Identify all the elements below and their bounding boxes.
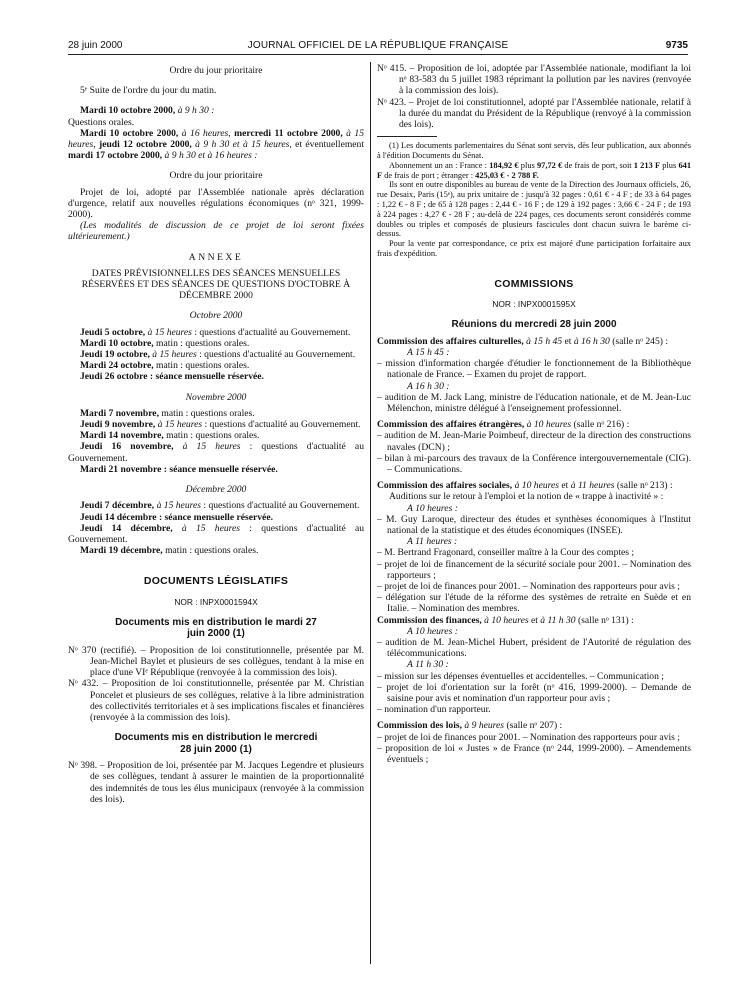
november-list xyxy=(68,408,364,475)
seg: matin : questions orales. xyxy=(162,545,259,557)
schedule-item xyxy=(68,545,364,556)
commission-lois xyxy=(377,720,691,731)
footnote-rule xyxy=(377,136,437,137)
seg: : questions d'actualité au Gouvernement. xyxy=(196,349,356,361)
dist2-heading: Documents mis en distribution le mercredi 28 juin 2000 (1) xyxy=(114,732,318,755)
seg: 97,72 € xyxy=(536,160,563,170)
seg: Jeudi 14 décembre, xyxy=(80,522,173,534)
seg: Mardi 7 novembre, xyxy=(80,407,159,419)
schedule-item xyxy=(68,523,364,545)
seg: Mardi 21 novembre : séance mensuelle réservée. xyxy=(80,463,278,475)
schedule-item xyxy=(68,430,364,441)
seg: à 10 heures xyxy=(481,614,529,626)
seg: Mardi 14 novembre, xyxy=(80,430,164,442)
seg: Abonnement un an : France : xyxy=(389,160,490,170)
right-docs-list xyxy=(377,63,691,130)
document-number: Nᵒ 423. xyxy=(377,96,407,108)
document-entry xyxy=(68,678,364,723)
agenda-item: – mission sur les dépenses éventuelles et accidentelles. – Communication ; xyxy=(377,670,664,682)
seg: Jeudi 16 novembre, xyxy=(80,441,174,453)
seg: : questions d'actualité au Gouvernement. xyxy=(68,441,364,464)
commission-finances xyxy=(377,615,691,626)
time-label: A 10 heures : xyxy=(407,625,458,637)
schedule-item xyxy=(68,408,364,419)
commission-etrangeres xyxy=(377,419,691,430)
seg: de frais de port ; étranger : xyxy=(382,170,476,180)
seg: : questions d'actualité au Gouvernement. xyxy=(191,326,351,338)
seg: matin : questions orales. xyxy=(163,430,260,442)
agenda-item: – projet de loi d'orientation sur la forêt (nᵒ 416, 1999-2000). – Demande de saisine pour avis et nomination d'un rapporteur pour avis ; xyxy=(377,681,691,704)
agenda-item: – proposition de loi « Justes » de France (nᵒ 244, 1999-2000). – Amendements éventuels ; xyxy=(377,742,691,765)
annexe-heading: ANNEXE xyxy=(188,251,244,263)
seg: à 15 heures xyxy=(155,419,203,431)
document-entry xyxy=(68,645,364,679)
seg: 425,03 € - 2 788 F. xyxy=(475,170,539,180)
seg: à 15 heures xyxy=(145,326,192,338)
footnote-4: Pour la vente par correspondance, ce prix est majoré d'une participation forfaitaire aux frais d'expédition. xyxy=(377,239,691,258)
seg: à 15 heures xyxy=(173,441,241,453)
seg: jeudi 12 octobre 2000, xyxy=(95,139,192,151)
seg: Commission des finances, xyxy=(377,614,482,626)
seg: et à 15 heures, xyxy=(229,139,292,151)
time-label: A 11 h 30 : xyxy=(407,659,449,671)
seg: Jeudi 19 octobre, xyxy=(80,349,150,361)
seg: : questions d'actualité au Gouvernement. xyxy=(200,500,360,512)
schedule-item xyxy=(68,441,364,463)
footnote xyxy=(377,141,691,259)
dist2-list xyxy=(68,760,364,805)
agenda-item: – audition de M. Jean-Marie Poimbeuf, directeur de la direction des constructions navales (DCN) ; xyxy=(377,430,691,453)
time-italic: à 9 h 30 : xyxy=(175,105,215,117)
document-text: – Proposition de loi constitutionnelle, présentée par M. Jean-Michel Baylet et plusieurs de ses collègues, tendant à la mise en place d'une VIᵉ République (renvoyée à la commission des lois). xyxy=(90,644,364,679)
column-divider xyxy=(370,62,371,964)
projet-loi: Projet de loi, adopté par l'Assemblée nationale après déclaration d'urgence, relatif aux nouvelles régulations économiques (nᵒ 321, 1999-2000). xyxy=(68,186,364,221)
commissions-nor: NOR : INPX0001595X xyxy=(492,298,576,309)
header-page-number: 9735 xyxy=(665,40,688,51)
document-entry xyxy=(68,760,364,805)
november-heading: Novembre 2000 xyxy=(185,391,247,403)
schedule-item xyxy=(68,327,364,338)
agenda-item: – projet de loi de finances pour 2001. – Nomination des rapporteurs pour avis ; xyxy=(377,580,680,592)
docs-nor: NOR : INPX0001594X xyxy=(174,596,258,607)
date-bold: Mardi 10 octobre 2000, xyxy=(80,105,176,117)
header-title: JOURNAL OFFICIEL DE LA RÉPUBLIQUE FRANÇAISE xyxy=(247,40,509,51)
october-list xyxy=(68,327,364,383)
seg: Mardi 10 octobre 2000, xyxy=(80,127,179,139)
seg: (salle nᵒ 207) : xyxy=(504,720,563,732)
seg: (salle nᵒ 131) : xyxy=(575,614,634,626)
suite-ordre: 5ᵉ Suite de l'ordre du jour du matin. xyxy=(80,85,217,97)
questions-orales: Questions orales. xyxy=(68,116,135,128)
seg: à 10 heures xyxy=(524,419,572,431)
seg: 641 F xyxy=(377,160,692,180)
seg: Jeudi 5 octobre, xyxy=(80,326,146,338)
december-list xyxy=(68,500,364,556)
seg: mardi 17 octobre 2000, xyxy=(68,150,163,162)
seg: 1 213 F xyxy=(633,160,661,170)
agenda-item: – nomination d'un rapporteur. xyxy=(377,704,491,716)
time-label: A 10 heures : xyxy=(407,502,458,514)
time-label: A 11 heures : xyxy=(407,536,458,548)
schedule-item xyxy=(68,349,364,360)
seg: et éventuellement xyxy=(291,139,365,151)
seg: à 10 heures xyxy=(512,480,560,492)
schedule-item xyxy=(68,464,364,475)
seg: matin : questions orales. xyxy=(153,337,250,349)
document-entry xyxy=(377,97,691,131)
seg: Jeudi 9 novembre, xyxy=(80,419,156,431)
seg: Mardi 19 décembre, xyxy=(80,545,163,557)
document-number: Nᵒ 398. xyxy=(68,760,98,772)
seg: à 11 h 30 xyxy=(537,614,576,626)
seg: Commission des affaires culturelles, xyxy=(377,335,524,347)
commission-sociales xyxy=(377,480,691,491)
document-text: – Projet de loi constitutionnel, adopté par l'Assemblée nationale, relatif à la durée du mandat du Président de la République (renvoyé à la commission des lois). xyxy=(399,96,691,131)
seg: à 16 heures, xyxy=(178,127,231,139)
document-number: Nᵒ 432. xyxy=(68,678,99,690)
footnote-2 xyxy=(377,161,691,181)
seg: : questions d'actualité au Gouvernement. xyxy=(202,419,361,431)
schedule-item xyxy=(68,338,364,349)
seg: à 16 h 30 xyxy=(571,335,610,347)
agenda-item: – bilan à mi-parcours des travaux de la Conférence intergouvernementale (CIG). – Communications. xyxy=(377,452,691,475)
page-header xyxy=(68,40,688,55)
seg: Commission des lois, xyxy=(377,720,463,732)
document-entry xyxy=(377,63,691,97)
auditions: Auditions sur le retour à l'emploi et la notion de « trappe à inactivité » : xyxy=(389,491,664,503)
document-number: Nᵒ 370 (rectifié). xyxy=(68,644,137,656)
mardi10-schedule xyxy=(68,128,364,162)
seg: Jeudi 7 décembre, xyxy=(80,500,155,512)
seg: à 15 heures xyxy=(149,349,197,361)
footnote-1: (1) Les documents parlementaires du Sénat sont servis, dès leur publication, aux abonnés à l'édition Documents du Sénat. xyxy=(377,141,691,161)
seg: Jeudi 14 décembre : séance mensuelle réservée. xyxy=(80,511,273,523)
mardi10-line xyxy=(68,105,364,116)
document-text: – Proposition de loi, adoptée par l'Assemblée nationale, modifiant la loi nᵒ 83-583 du 5 juillet 1983 réprimant la pollution par les navires (renvoyée à la commission des lois). xyxy=(399,63,691,97)
seg: à 9 heures xyxy=(462,720,505,732)
seg: 184,92 € xyxy=(489,160,519,170)
time-label: A 16 h 30 : xyxy=(407,380,450,392)
seg: et xyxy=(528,614,538,626)
agenda-item: – audition de M. Jean-Michel Hubert, président de l'Autorité de régulation des télécommunications. xyxy=(377,636,691,660)
seg: Mardi 10 octobre, xyxy=(80,337,154,349)
schedule-item xyxy=(68,500,364,511)
dist1-heading: Documents mis en distribution le mardi 27 juin 2000 (1) xyxy=(115,616,317,640)
seg: à 15 heures, xyxy=(68,127,364,151)
document-text: – Proposition de loi constitutionnelle, présentée par M. Christian Poncelet et plusieurs de ses collègues, relative à la libre administration des collectivités territoriales et à ses implications fiscales et financières (renvoyée à la commission des lois). xyxy=(90,678,364,723)
agenda-item: – M. Bertrand Fragonard, conseiller maître à la Cour des comptes ; xyxy=(377,547,635,559)
seg: Mardi 24 octobre, xyxy=(80,360,154,372)
december-heading: Décembre 2000 xyxy=(185,484,247,496)
seg: à 9 h 30 xyxy=(191,139,230,151)
right-column xyxy=(377,63,691,765)
seg: à 9 h 30 et à 16 heures : xyxy=(162,150,258,162)
odj-heading-1: Ordre du jour prioritaire xyxy=(169,65,263,76)
odj-heading-2: Ordre du jour prioritaire xyxy=(169,170,263,182)
seg: Commission des affaires étrangères, xyxy=(377,419,525,431)
agenda-item: – mission d'information chargée d'étudier le fonctionnement de la Bibliothèque nationale de France. – Examen du projet de rapport. xyxy=(377,358,691,381)
seg: Jeudi 26 octobre : séance mensuelle réservée. xyxy=(80,371,264,383)
schedule-item xyxy=(68,512,364,523)
agenda-item: – projet de loi de finances pour 2001. – Nomination des rapporteurs pour avis ; xyxy=(377,731,680,743)
agenda-item: – audition de M. Jack Lang, ministre de l'éducation nationale, et de M. Jean-Luc Mélenchon, ministre délégué à l'enseignement professionnel. xyxy=(377,391,691,414)
seg: à 11 heures xyxy=(568,480,615,492)
seg: à 15 heures xyxy=(172,522,241,534)
seg: matin : questions orales. xyxy=(158,407,255,419)
seg: matin : questions orales. xyxy=(153,360,250,372)
seg: plus xyxy=(518,160,537,170)
seg: et xyxy=(562,335,572,347)
schedule-item xyxy=(68,419,364,430)
time-label: A 15 h 45 : xyxy=(407,346,450,358)
commission-culturelles xyxy=(377,336,691,347)
seg: Commission des affaires sociales, xyxy=(377,480,513,492)
seg: plus xyxy=(660,160,679,170)
left-column xyxy=(68,65,364,805)
seg: de frais de port, soit xyxy=(562,160,634,170)
seg: à 15 heures xyxy=(154,500,201,512)
dates-title: DATES PRÉVISIONNELLES DES SÉANCES MENSUELLES RÉSERVÉES ET DES SÉANCES DE QUESTIONS D'OCTOBRE À DÉCEMBRE 2000 xyxy=(81,267,351,302)
seg: et xyxy=(559,480,569,492)
reunions-heading: Réunions du mercredi 28 juin 2000 xyxy=(451,319,617,331)
header-date: 28 juin 2000 xyxy=(68,40,123,51)
docs-legislatifs-heading: DOCUMENTS LÉGISLATIFS xyxy=(143,575,289,588)
october-heading: Octobre 2000 xyxy=(189,310,243,322)
commissions-heading: COMMISSIONS xyxy=(494,277,574,290)
modalites: (Les modalités de discussion de ce projet de loi seront fixées ultérieurement.) xyxy=(68,220,364,243)
document-number: Nᵒ 415. xyxy=(377,63,407,74)
agenda-item: – délégation sur l'étude de la réforme des systèmes de retraite en Suède et en Italie. – Nomination des membres. xyxy=(377,592,691,615)
agenda-item: – M. Guy Laroque, directeur des études et synthèses économiques à l'Institut national de la statistique et des études économiques (INSEE). xyxy=(377,513,691,536)
seg: mercredi 11 octobre 2000, xyxy=(230,127,343,139)
seg: à 15 h 45 xyxy=(523,335,563,347)
seg: (salle nᵒ 245) : xyxy=(609,335,669,347)
agenda-item: – projet de loi de financement de la sécurité sociale pour 2001. – Nomination des rapporteurs ; xyxy=(377,558,691,581)
schedule-item xyxy=(68,360,364,371)
seg: (salle nᵒ 216) : xyxy=(571,419,630,431)
seg: : questions d'actualité au Gouvernement. xyxy=(68,522,365,545)
schedule-item xyxy=(68,371,364,382)
dist1-list xyxy=(68,645,364,723)
footnote-3: Ils sont en outre disponibles au bureau de vente de la Direction des Journaux officiels, 26, rue Desaix, Paris (15ᵉ), au prix unitaire de : jusqu'à 32 pages : 0,61 € - 4 F ; de 33 à 64 pages : 1,22 € - 8 F ; de 65 à 128 pages : 2,44 € - 16 F ; de 129 à 192 pages : 3,66 € - 24 F ; de 193 à 224 pages : 4,27 € - 28 F ; au-delà de 224 pages, ces documents seront considérés comme doubles ou triples et composés de plusieurs fascicules dont chacun suivra le barème ci-dessus. xyxy=(377,180,691,239)
seg: (salle nᵒ 213) : xyxy=(614,480,673,492)
document-text: – Proposition de loi, présentée par M. Jacques Legendre et plusieurs de ses collègues, tendant à assurer le maintien de la proportionnalité des indemnités de tous les élus municipaux (renvoyée à la commission des lois). xyxy=(90,760,364,805)
